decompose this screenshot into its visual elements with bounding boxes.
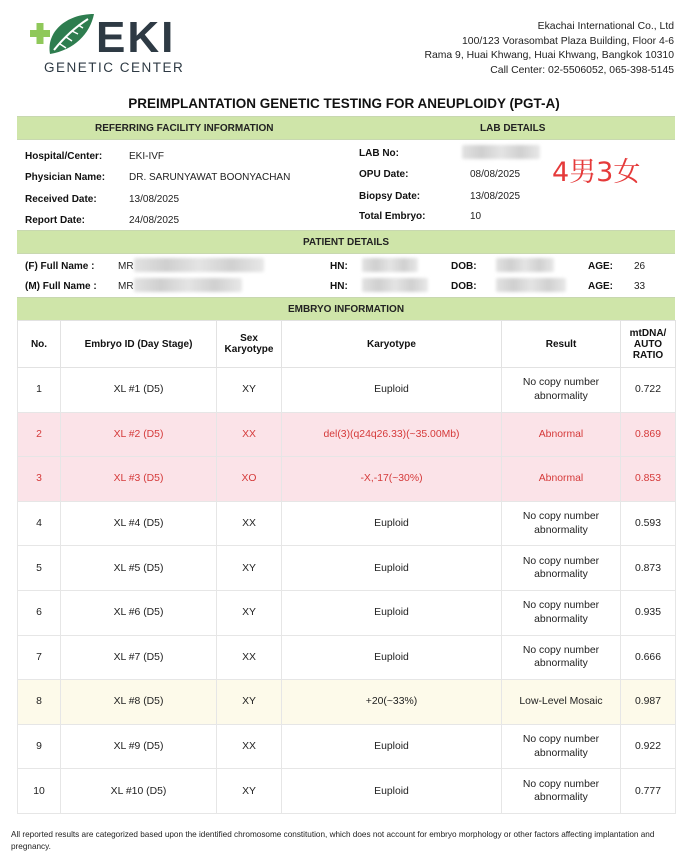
redacted-male-name	[134, 278, 242, 292]
female-hn-label: HN:	[330, 261, 348, 272]
cell-sex: XY	[217, 769, 282, 814]
cell-sex: XO	[217, 457, 282, 502]
cell-sex: XY	[217, 590, 282, 635]
col-embryo-id: Embryo ID (Day Stage)	[61, 321, 217, 368]
lab-heading: LAB DETAILS	[480, 122, 546, 134]
female-age-value: 26	[634, 261, 646, 272]
cell-no: 2	[18, 412, 61, 457]
cell-karyotype: Euploid	[282, 368, 502, 413]
cell-embryo-id: XL #5 (D5)	[61, 546, 217, 591]
cell-embryo-id: XL #10 (D5)	[61, 769, 217, 814]
report-label: Report Date:	[25, 215, 86, 226]
col-no: No.	[18, 321, 61, 368]
biopsy-label: Biopsy Date:	[359, 191, 421, 202]
cell-embryo-id: XL #4 (D5)	[61, 501, 217, 546]
cell-sex: XY	[217, 368, 282, 413]
table-row	[18, 368, 676, 413]
cell-karyotype: Euploid	[282, 635, 502, 680]
received-label: Received Date:	[25, 194, 97, 205]
eki-logo	[28, 10, 198, 78]
cell-ratio: 0.873	[621, 546, 676, 591]
female-name-label: (F) Full Name :	[25, 261, 95, 272]
table-row	[18, 412, 676, 457]
cell-karyotype: del(3)(q24q26.33)(~35.00Mb)	[282, 412, 502, 457]
cell-embryo-id: XL #6 (D5)	[61, 590, 217, 635]
col-result: Result	[502, 321, 621, 368]
cell-karyotype: +20(~33%)	[282, 680, 502, 725]
female-name-prefix: MR	[118, 261, 134, 272]
cell-karyotype: Euploid	[282, 724, 502, 769]
male-dob-label: DOB:	[451, 281, 477, 292]
company-line: Call Center: 02-5506052, 065-398-5145	[490, 64, 674, 76]
cell-ratio: 0.922	[621, 724, 676, 769]
received-value: 13/08/2025	[129, 194, 180, 205]
table-row	[18, 590, 676, 635]
cell-ratio: 0.593	[621, 501, 676, 546]
hospital-label: Hospital/Center:	[25, 151, 103, 162]
redacted-male-dob	[496, 278, 566, 292]
patient-heading: PATIENT DETAILS	[302, 236, 390, 248]
company-line: Rama 9, Huai Khwang, Huai Khwang, Bangkok 10310	[424, 50, 674, 62]
male-name-label: (M) Full Name :	[25, 281, 97, 292]
table-header-row	[18, 321, 676, 368]
redacted-male-hn	[362, 278, 428, 292]
company-line: 100/123 Vorasombat Plaza Building, Floor 4-6	[462, 35, 674, 47]
col-karyotype: Karyotype	[282, 321, 502, 368]
cell-ratio: 0.987	[621, 680, 676, 725]
table-row	[18, 457, 676, 502]
col-mtdna-ratio: mtDNA/ AUTO RATIO	[621, 321, 676, 368]
cell-embryo-id: XL #8 (D5)	[61, 680, 217, 725]
cell-no: 9	[18, 724, 61, 769]
male-age-value: 33	[634, 281, 646, 292]
cell-ratio: 0.853	[621, 457, 676, 502]
cell-result: Low-Level Mosaic	[502, 680, 621, 725]
report-value: 24/08/2025	[129, 215, 180, 226]
cell-result: Abnormal	[502, 412, 621, 457]
cell-embryo-id: XL #2 (D5)	[61, 412, 217, 457]
female-age-label: AGE:	[588, 261, 613, 272]
table-row	[18, 680, 676, 725]
biopsy-value: 13/08/2025	[470, 191, 521, 202]
cell-embryo-id: XL #7 (D5)	[61, 635, 217, 680]
redacted-female-name	[134, 258, 264, 272]
physician-value: DR. SARUNYAWAT BOONYACHAN	[129, 172, 291, 183]
table-row	[18, 501, 676, 546]
cell-sex: XY	[217, 680, 282, 725]
opu-label: OPU Date:	[359, 169, 409, 180]
cell-no: 1	[18, 368, 61, 413]
cell-karyotype: Euploid	[282, 769, 502, 814]
dna-leaf-icon	[28, 10, 98, 62]
document-title: PREIMPLANTATION GENETIC TESTING FOR ANEUPLOIDY (PGT-A)	[128, 96, 560, 111]
cell-result: Abnormal	[502, 457, 621, 502]
company-address	[424, 20, 674, 78]
referring-lab-bar	[17, 116, 675, 140]
cell-karyotype: -X,-17(~30%)	[282, 457, 502, 502]
handwritten-annotation: 4男3女	[552, 157, 641, 188]
cell-sex: XY	[217, 546, 282, 591]
patient-bar	[17, 230, 675, 254]
cell-ratio: 0.869	[621, 412, 676, 457]
cell-result: No copy number abnormality	[502, 769, 621, 814]
cell-ratio: 0.935	[621, 590, 676, 635]
cell-embryo-id: XL #1 (D5)	[61, 368, 217, 413]
total-label: Total Embryo:	[359, 211, 426, 222]
referring-heading: REFERRING FACILITY INFORMATION	[95, 122, 274, 134]
cell-ratio: 0.666	[621, 635, 676, 680]
cell-no: 8	[18, 680, 61, 725]
redacted-lab-no	[462, 145, 540, 159]
cell-sex: XX	[217, 501, 282, 546]
col-sex-karyotype: Sex Karyotype	[217, 321, 282, 368]
cell-sex: XX	[217, 635, 282, 680]
logo-subtitle: GENETIC CENTER	[44, 60, 185, 75]
hospital-value: EKI-IVF	[129, 151, 165, 162]
cell-ratio: 0.777	[621, 769, 676, 814]
female-dob-label: DOB:	[451, 261, 477, 272]
company-line: Ekachai International Co., Ltd	[537, 21, 674, 32]
physician-label: Physician Name:	[25, 172, 106, 183]
cell-karyotype: Euploid	[282, 590, 502, 635]
cell-result: No copy number abnormality	[502, 546, 621, 591]
footer-disclaimer: All reported results are categorized based upon the identified chromosome constitution, which does not account for embryo morphology or other factors affecting implantation and pregnancy.	[11, 830, 655, 851]
table-row	[18, 546, 676, 591]
cell-karyotype: Euploid	[282, 501, 502, 546]
embryo-bar	[17, 297, 675, 321]
total-value: 10	[470, 211, 482, 222]
cell-embryo-id: XL #9 (D5)	[61, 724, 217, 769]
cell-result: No copy number abnormality	[502, 368, 621, 413]
redacted-female-dob	[496, 258, 554, 272]
cell-no: 6	[18, 590, 61, 635]
cell-embryo-id: XL #3 (D5)	[61, 457, 217, 502]
cell-sex: XX	[217, 724, 282, 769]
cell-no: 7	[18, 635, 61, 680]
cell-no: 3	[18, 457, 61, 502]
table-row	[18, 635, 676, 680]
cell-result: No copy number abnormality	[502, 501, 621, 546]
lab-no-label: LAB No:	[359, 148, 399, 159]
cell-result: No copy number abnormality	[502, 635, 621, 680]
cell-no: 5	[18, 546, 61, 591]
embryo-table	[17, 320, 676, 814]
cell-no: 10	[18, 769, 61, 814]
embryo-heading: EMBRYO INFORMATION	[287, 303, 405, 315]
logo-text: EKI	[96, 13, 176, 62]
redacted-female-hn	[362, 258, 418, 272]
cell-no: 4	[18, 501, 61, 546]
cell-ratio: 0.722	[621, 368, 676, 413]
cell-result: No copy number abnormality	[502, 724, 621, 769]
male-hn-label: HN:	[330, 281, 348, 292]
cell-result: No copy number abnormality	[502, 590, 621, 635]
opu-value: 08/08/2025	[470, 169, 521, 180]
table-row	[18, 769, 676, 814]
table-row	[18, 724, 676, 769]
male-name-prefix: MR	[118, 281, 134, 292]
cell-karyotype: Euploid	[282, 546, 502, 591]
male-age-label: AGE:	[588, 281, 613, 292]
cell-sex: XX	[217, 412, 282, 457]
